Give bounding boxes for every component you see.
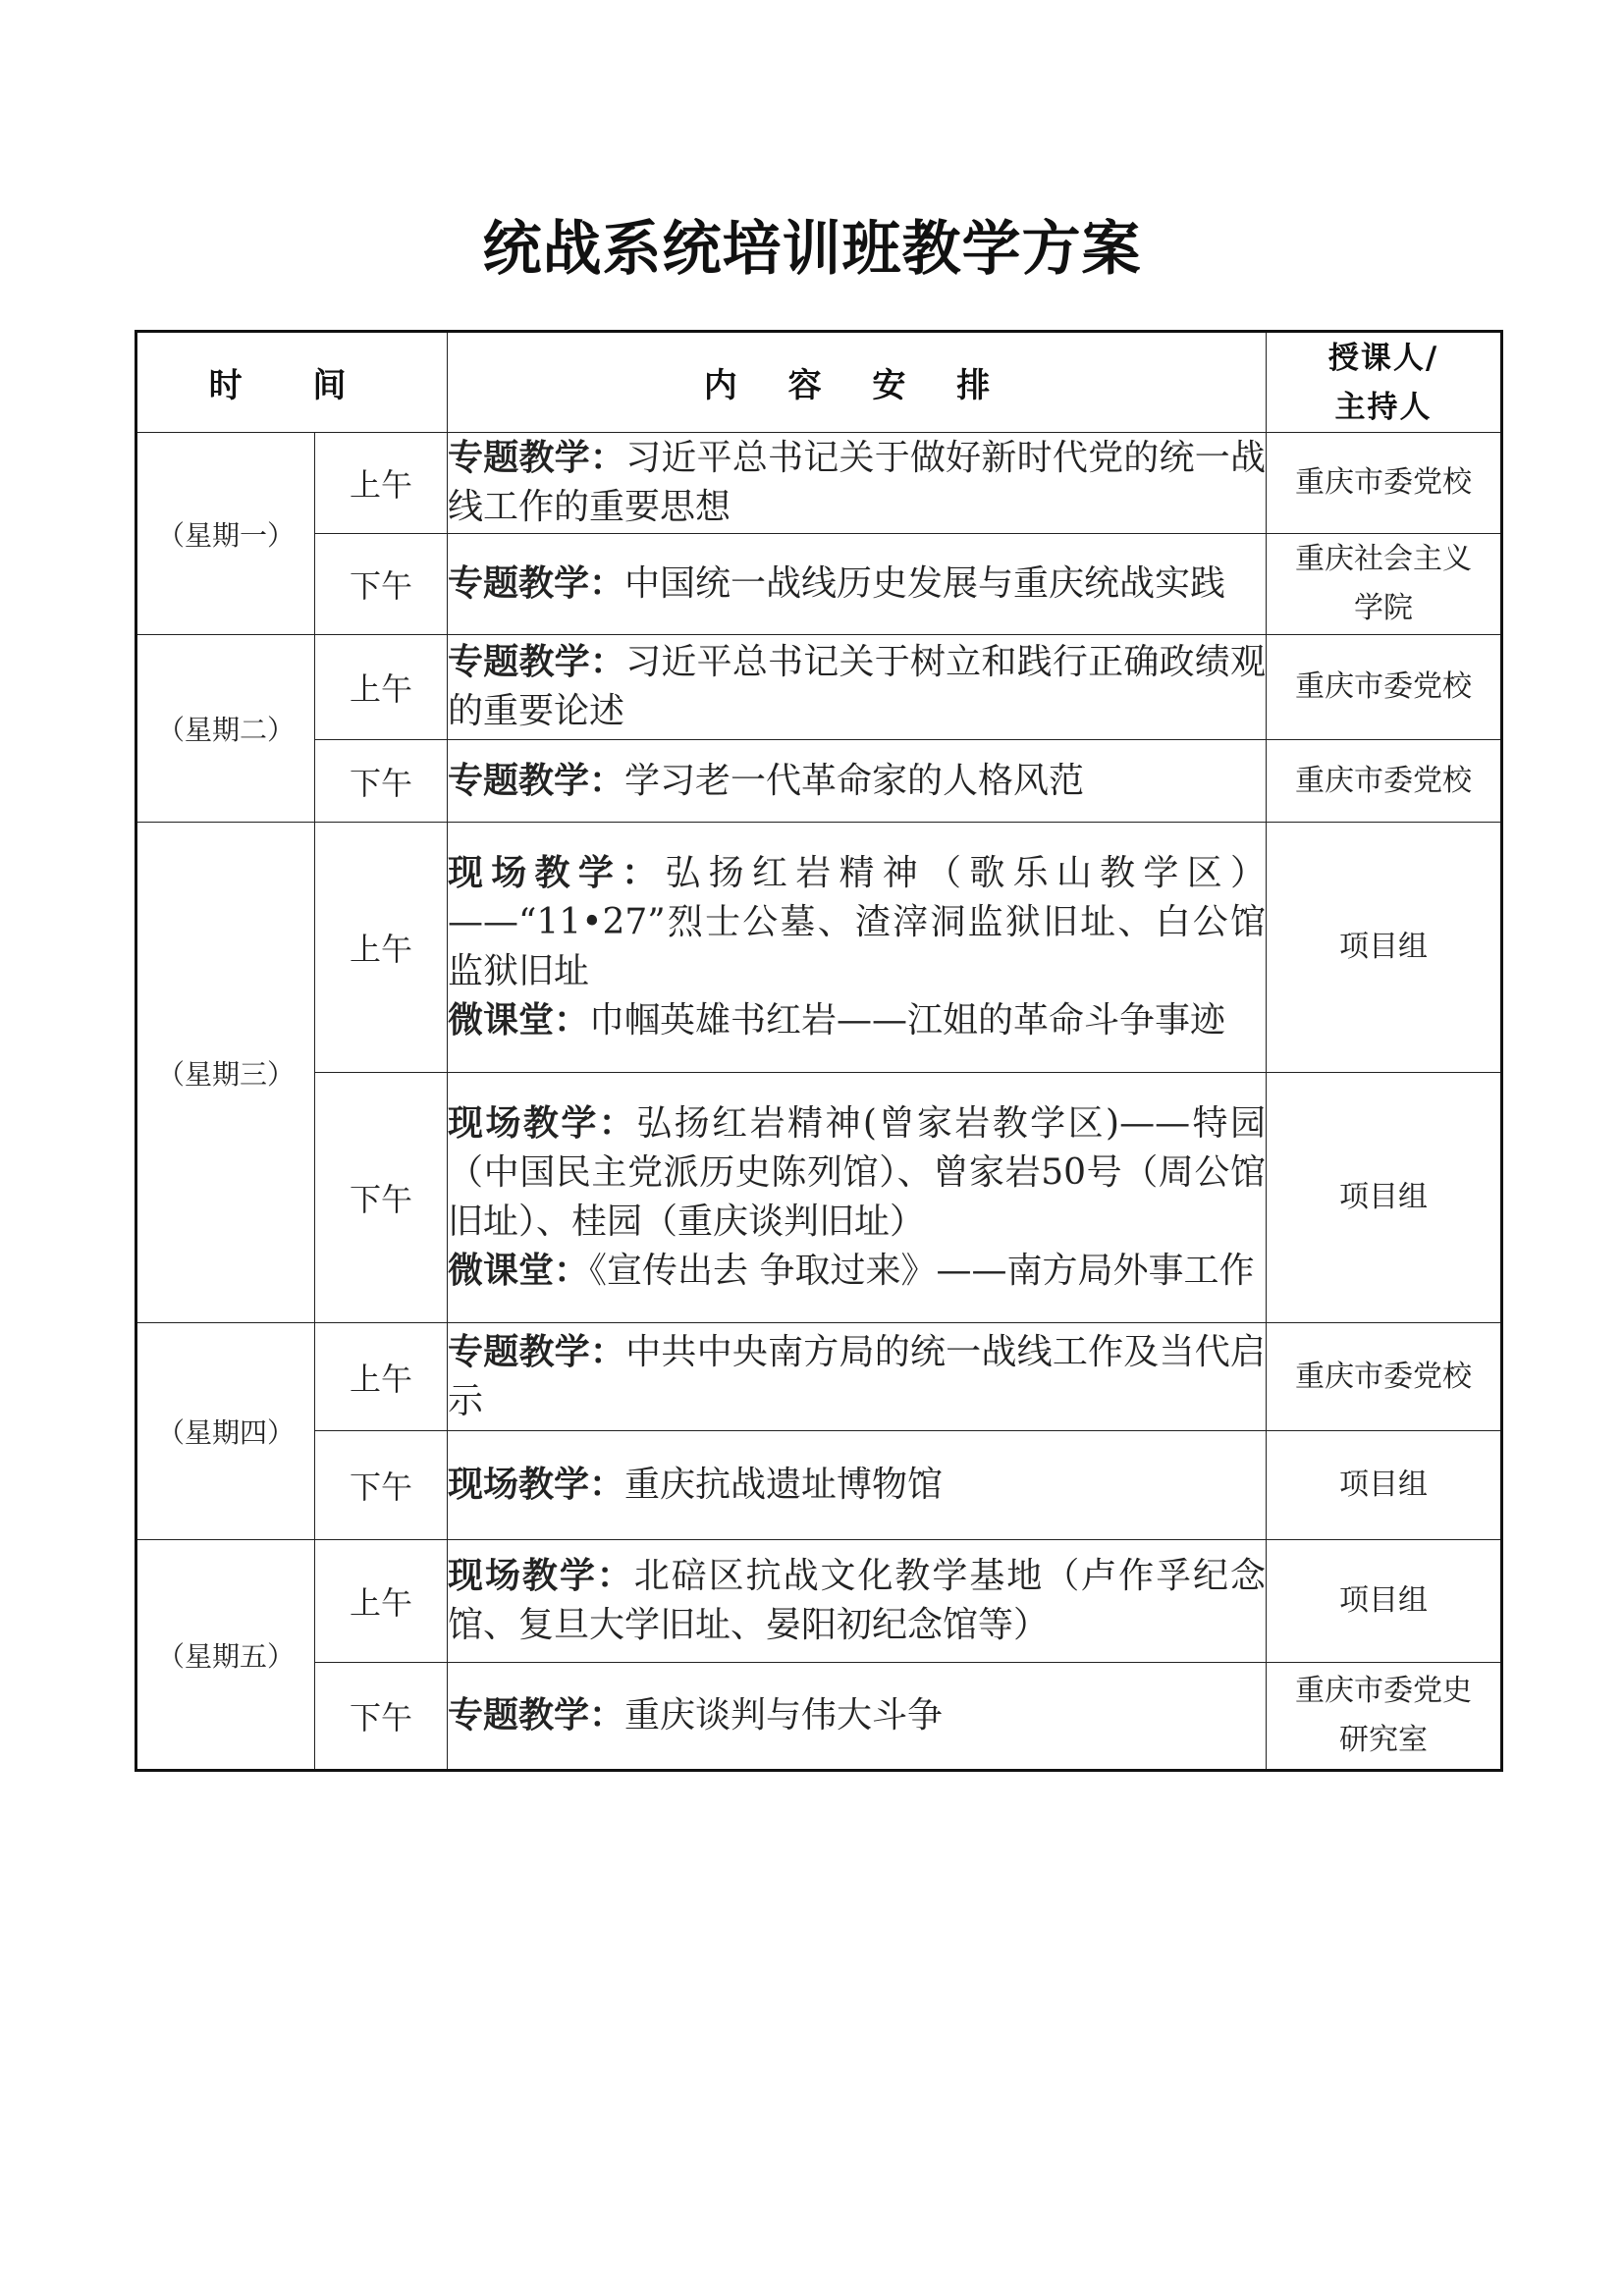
header-lecturer-line2: 主持人 [1334, 389, 1433, 425]
header-content: 内 容 安 排 [448, 332, 1267, 433]
schedule-row [136, 740, 1502, 823]
content-item-text: 重庆抗战遗址博物馆 [624, 1465, 944, 1505]
content-cell [448, 1663, 1267, 1771]
period-cell: 上午 [315, 823, 448, 1073]
content-item-label: 专题教学： [448, 563, 625, 604]
content-item-label: 专题教学： [448, 760, 625, 801]
content-item-label: 专题教学： [448, 1331, 626, 1372]
teaching-plan-table [135, 330, 1503, 1772]
day-cell: （星期三） [136, 823, 315, 1323]
content-item [448, 757, 1266, 806]
content-item [448, 1328, 1266, 1426]
content-item-label: 现场教学： [448, 1556, 634, 1596]
content-item-label: 现场教学： [448, 1465, 625, 1505]
lecturer-cell: 重庆市委党史研究室 [1267, 1663, 1502, 1771]
content-item-text: 学习老一代革命家的人格风范 [624, 760, 1085, 801]
content-item-text: 习近平总书记关于做好新时代党的统一战线工作的重要思想 [448, 438, 1266, 527]
content-item [448, 1552, 1266, 1650]
content-cell [448, 1073, 1267, 1323]
schedule-row [136, 433, 1502, 534]
content-item [448, 1247, 1266, 1296]
content-item [448, 1691, 1266, 1740]
schedule-row [136, 1431, 1502, 1540]
lecturer-cell: 重庆市委党校 [1267, 433, 1502, 534]
header-time: 时 间 [136, 332, 448, 433]
lecturer-cell: 重庆市委党校 [1267, 1323, 1502, 1431]
content-item [448, 1099, 1266, 1247]
lecturer-cell: 重庆社会主义学院 [1267, 534, 1502, 635]
day-cell: （星期四） [136, 1323, 315, 1540]
schedule-row [136, 1663, 1502, 1771]
schedule-row [136, 1323, 1502, 1431]
content-item-text: 重庆谈判与伟大斗争 [624, 1695, 944, 1735]
period-cell: 上午 [315, 1540, 448, 1663]
schedule-row [136, 534, 1502, 635]
content-cell [448, 740, 1267, 823]
period-cell: 下午 [315, 534, 448, 635]
lecturer-cell: 项目组 [1267, 823, 1502, 1073]
lecturer-cell: 重庆市委党校 [1267, 635, 1502, 740]
content-item-text: 弘扬红岩精神(曾家岩教学区)——特园（中国民主党派历史陈列馆）、曾家岩50号（周公馆旧址）、桂园（重庆谈判旧址） [448, 1103, 1266, 1242]
content-item-text: 巾帼英雄书红岩——江姐的革命斗争事迹 [589, 1000, 1226, 1041]
content-cell [448, 635, 1267, 740]
content-item-label: 专题教学： [448, 438, 626, 478]
content-cell [448, 534, 1267, 635]
content-item-text: 中国统一战线历史发展与重庆统战实践 [624, 563, 1226, 604]
content-item [448, 849, 1266, 996]
content-item-label: 专题教学： [448, 1695, 625, 1735]
content-item-text: 中共中央南方局的统一战线工作及当代启示 [448, 1331, 1266, 1421]
content-item [448, 560, 1266, 609]
schedule-row [136, 823, 1502, 1073]
lecturer-cell: 项目组 [1267, 1431, 1502, 1540]
document-title: 统战系统培训班教学方案 [482, 215, 1142, 284]
period-cell: 下午 [315, 1073, 448, 1323]
lecturer-cell: 项目组 [1267, 1073, 1502, 1323]
content-cell [448, 1323, 1267, 1431]
content-item-label: 现场教学： [448, 853, 666, 893]
period-cell: 上午 [315, 1323, 448, 1431]
header-lecturer-line1: 授课人/ [1327, 340, 1439, 376]
period-cell: 上午 [315, 433, 448, 534]
content-item [448, 1461, 1266, 1510]
lecturer-cell: 重庆市委党校 [1267, 740, 1502, 823]
content-item-label: 专题教学： [448, 642, 626, 682]
content-item-label: 微课堂： [448, 1000, 590, 1041]
plan-body [136, 433, 1502, 1771]
day-cell: （星期一） [136, 433, 315, 635]
content-cell [448, 1540, 1267, 1663]
day-cell: （星期二） [136, 635, 315, 823]
content-item-text: 《宣传出去 争取过来》——南方局外事工作 [589, 1251, 1255, 1291]
content-cell [448, 1431, 1267, 1540]
content-item-text: 北碚区抗战文化教学基地（卢作孚纪念馆、复旦大学旧址、晏阳初纪念馆等） [448, 1556, 1266, 1645]
content-item-text: 习近平总书记关于树立和践行正确政绩观的重要论述 [448, 642, 1266, 731]
content-item-label: 微课堂： [448, 1251, 590, 1291]
schedule-row [136, 1540, 1502, 1663]
content-item-text: 弘扬红岩精神（歌乐山教学区）——“11•27”烈士公墓、渣滓洞监狱旧址、白公馆监狱旧址 [448, 853, 1266, 991]
content-item [448, 638, 1266, 736]
content-cell [448, 433, 1267, 534]
period-cell: 上午 [315, 635, 448, 740]
period-cell: 下午 [315, 740, 448, 823]
content-cell [448, 823, 1267, 1073]
schedule-row [136, 635, 1502, 740]
period-cell: 下午 [315, 1663, 448, 1771]
day-cell: （星期五） [136, 1540, 315, 1771]
header-lecturer [1267, 332, 1502, 433]
period-cell: 下午 [315, 1431, 448, 1540]
header-row [136, 332, 1502, 433]
content-item [448, 434, 1266, 532]
content-item [448, 996, 1266, 1045]
content-item-label: 现场教学： [448, 1103, 637, 1144]
lecturer-cell: 项目组 [1267, 1540, 1502, 1663]
schedule-row [136, 1073, 1502, 1323]
